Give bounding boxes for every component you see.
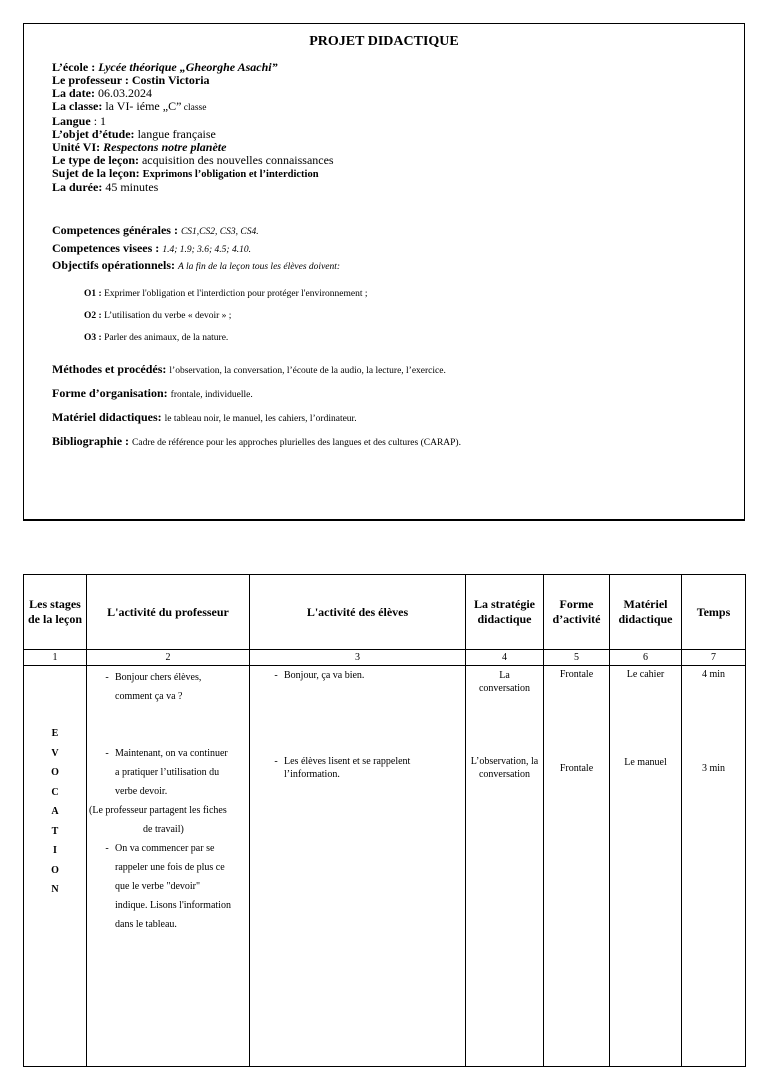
material-cell bbox=[610, 666, 682, 1067]
student-activity-cell bbox=[250, 666, 466, 1067]
objectives-list bbox=[84, 283, 367, 349]
student-activity-2: - Les élèves lisent et se rappelent l’information. bbox=[274, 756, 411, 780]
teacher-activity-line: rappeler une fois de plus ce bbox=[115, 862, 225, 873]
teacher-activity-line: dans le tableau. bbox=[115, 919, 177, 930]
date-line: La date: 06.03.2024 bbox=[52, 86, 152, 100]
time-2: 3 min bbox=[701, 763, 726, 774]
language-line: Langue : 1 bbox=[52, 114, 107, 128]
strategy-2: L’observation, la conversation bbox=[470, 756, 539, 780]
teacher-activity-text bbox=[89, 668, 269, 934]
teacher-activity-line: (Le professeur partagent les fiches bbox=[89, 805, 227, 816]
teacher-activity-line: - Maintenant, on va continuer bbox=[105, 748, 228, 759]
header-material: Matériel didactique bbox=[610, 575, 682, 650]
operational-objectives: Objectifs opérationnels: A la fin de la leçon tous les élèves doivent: bbox=[52, 258, 341, 272]
methods-block bbox=[52, 358, 461, 454]
competences-block bbox=[52, 223, 340, 276]
teacher-line: Le professeur : Costin Victoria bbox=[52, 73, 210, 87]
material-2: Le manuel bbox=[624, 757, 667, 768]
material-line: Matériel didactiques: le tableau noir, le manuel, les cahiers, l’ordinateur. bbox=[52, 410, 357, 424]
student-activity-1: - Bonjour, ça va bien. bbox=[274, 670, 365, 681]
table-row bbox=[24, 666, 746, 1067]
teacher-activity-line: - On va commencer par se bbox=[105, 843, 215, 854]
teacher-activity-line bbox=[99, 706, 269, 725]
class-line: La classe: la VI- iéme „C” classe bbox=[52, 99, 207, 113]
objective-item: O3 : Parler des animaux, de la nature. bbox=[84, 333, 229, 343]
objective-item: O2 : L’utilisation du verbe « devoir » ; bbox=[84, 311, 232, 321]
school-line: L’école : Lycée théorique „Gheorghe Asachi” bbox=[52, 60, 278, 74]
stage-evocation: E V O C A T I O N bbox=[51, 728, 59, 895]
header-time: Temps bbox=[682, 575, 746, 650]
lesson-type-line: Le type de leçon: acquisition des nouvelles connaissances bbox=[52, 153, 334, 167]
general-competences: Competences générales : CS1,CS2, CS3, CS4. bbox=[52, 223, 259, 237]
lesson-info bbox=[52, 61, 334, 194]
strategy-cell bbox=[466, 666, 544, 1067]
teacher-activity-line: que le verbe "devoir" bbox=[115, 881, 201, 892]
strategy-1: La conversation bbox=[478, 670, 531, 694]
lesson-table bbox=[23, 574, 746, 1067]
stage-cell bbox=[24, 666, 87, 1067]
unit-line: Unité VI: Respectons notre planète bbox=[52, 140, 227, 154]
activity-form-2: Frontale bbox=[559, 763, 594, 774]
teacher-activity-line: indique. Lisons l'information bbox=[115, 900, 231, 911]
material-1: Le cahier bbox=[626, 669, 665, 680]
project-header-box bbox=[23, 23, 745, 521]
study-object-line: L’objet d’étude: langue française bbox=[52, 127, 216, 141]
methods-line: Méthodes et procédés: l’observation, la conversation, l’écoute de la audio, la lecture, l’exercice. bbox=[52, 362, 446, 376]
bibliography-line: Bibliographie : Cadre de référence pour les approches plurielles des langues et des cultures (CARAP). bbox=[52, 434, 461, 448]
teacher-activity-line: - Bonjour chers élèves, bbox=[105, 672, 202, 683]
table-number-row: 1 2 3 4 5 6 7 bbox=[24, 650, 746, 666]
teacher-activity-line: a pratiquer l’utilisation du bbox=[115, 767, 220, 778]
objective-item: O1 : Exprimer l'obligation et l'interdiction pour protéger l'environnement ; bbox=[84, 289, 368, 299]
time-cell bbox=[682, 666, 746, 1067]
table-header-row bbox=[24, 575, 746, 650]
header-stages: Les stages de la leçon bbox=[24, 575, 87, 650]
teacher-activity-line: verbe devoir. bbox=[115, 786, 168, 797]
duration-line: La durée: 45 minutes bbox=[52, 180, 159, 194]
page-title: PROJET DIDACTIQUE bbox=[309, 34, 459, 49]
header-teacher-activity: L'activité du professeur bbox=[87, 575, 250, 650]
activity-form-1: Frontale bbox=[559, 669, 594, 680]
teacher-activity-line bbox=[99, 725, 269, 744]
subject-line: Sujet de la leçon: Exprimons l’obligation et l’interdiction bbox=[52, 166, 319, 180]
teacher-activity-line: comment ça va ? bbox=[115, 691, 183, 702]
header-activity-form: Forme d’activité bbox=[544, 575, 610, 650]
time-1: 4 min bbox=[701, 669, 726, 680]
teacher-activity-line: de travail) bbox=[143, 824, 184, 835]
teacher-activity-cell bbox=[87, 666, 250, 1067]
header-strategy: La stratégie didactique bbox=[466, 575, 544, 650]
header-student-activity: L'activité des élèves bbox=[250, 575, 466, 650]
target-competences: Competences visees : 1.4; 1.9; 3.6; 4.5; 4.10. bbox=[52, 240, 251, 255]
activity-form-cell bbox=[544, 666, 610, 1067]
organisation-line: Forme d’organisation: frontale, individuelle. bbox=[52, 386, 253, 400]
